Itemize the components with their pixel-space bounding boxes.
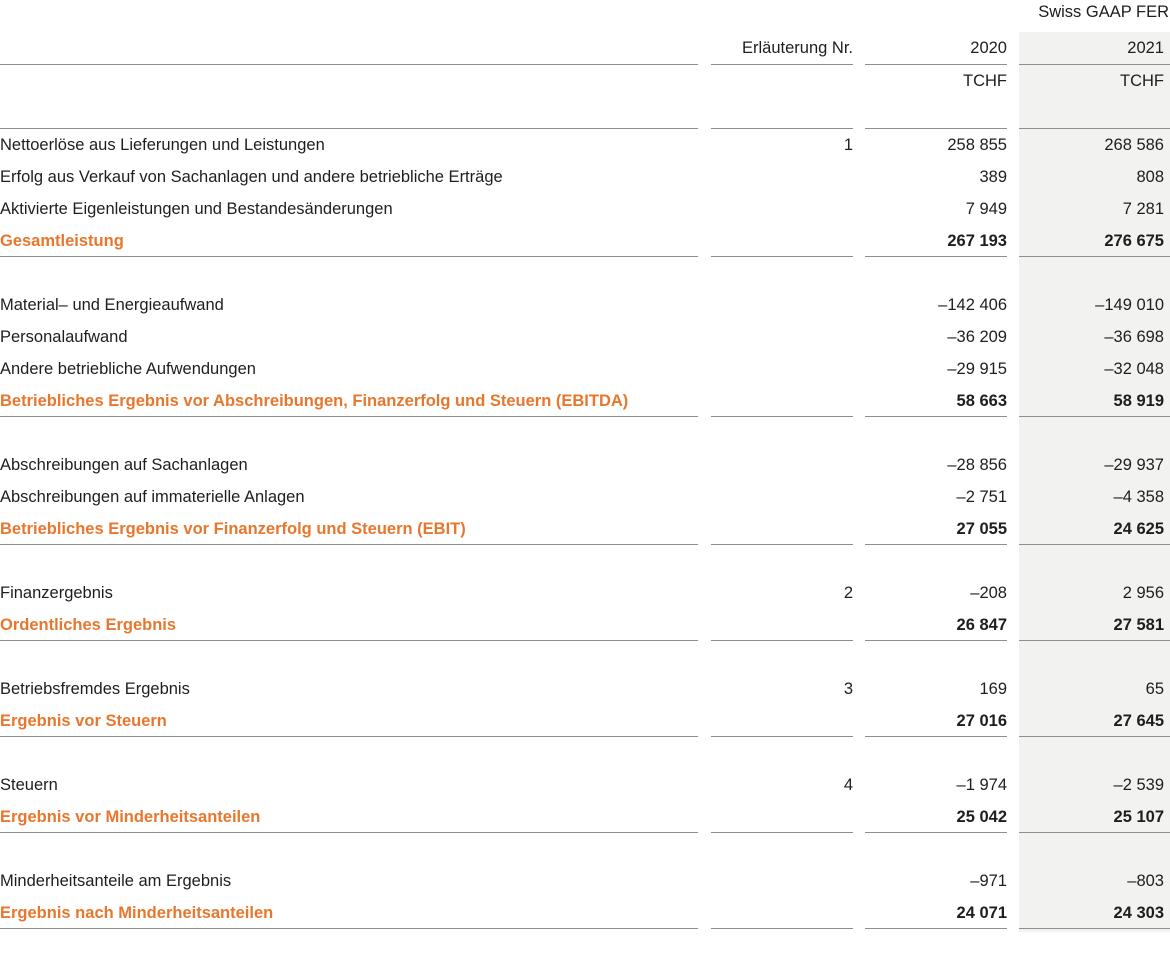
row-value-2021: 2 956 — [1122, 584, 1164, 602]
row-value-2021: 27 581 — [1019, 609, 1170, 641]
row-note — [711, 705, 853, 737]
row-value-2020: –142 406 — [938, 296, 1007, 314]
row-value-2020: 258 855 — [947, 136, 1007, 154]
row-note — [711, 321, 853, 353]
row-value-2021: –29 937 — [1104, 456, 1164, 474]
row-value-2020: 27 055 — [865, 513, 1007, 545]
row-value-2021: –2 539 — [1113, 776, 1164, 794]
table-row-total — [0, 385, 1170, 417]
header-row-years — [0, 32, 1170, 65]
row-value-2021: 276 675 — [1019, 225, 1170, 257]
row-note — [711, 481, 853, 513]
row-label: Minderheitsanteile am Ergebnis — [0, 872, 232, 890]
row-value-2020: 24 071 — [865, 897, 1007, 929]
row-note — [711, 897, 853, 929]
row-value-2020: –29 915 — [947, 360, 1007, 378]
row-value-2021: 24 625 — [1019, 513, 1170, 545]
table-row-total — [0, 705, 1170, 737]
row-note — [711, 833, 853, 897]
row-label: Abschreibungen auf immaterielle Anlagen — [0, 488, 305, 506]
table-row-total — [0, 225, 1170, 257]
row-value-2020: –2 751 — [956, 488, 1007, 506]
row-note — [711, 353, 853, 385]
unit-2020: TCHF — [865, 65, 1007, 129]
row-note — [711, 801, 853, 833]
row-value-2021: –32 048 — [1104, 360, 1164, 378]
row-label: Aktivierte Eigenleistungen und Bestandesänderungen — [0, 200, 393, 218]
row-value-2021: 7 281 — [1122, 200, 1164, 218]
row-label: Nettoerlöse aus Lieferungen und Leistungen — [0, 136, 325, 154]
row-value-2021: –4 358 — [1113, 488, 1164, 506]
table-row — [0, 161, 1170, 193]
table-row — [0, 321, 1170, 353]
row-label: Ergebnis vor Minderheitsanteilen — [0, 801, 698, 833]
row-value-2021: –149 010 — [1095, 296, 1164, 314]
table-row-total — [0, 513, 1170, 545]
table-row-total — [0, 609, 1170, 641]
row-note — [711, 225, 853, 257]
row-note: 4 — [843, 776, 853, 794]
table-row — [0, 833, 1170, 897]
unit-2021: TCHF — [1019, 65, 1170, 129]
row-value-2020: –1 974 — [956, 776, 1007, 794]
table-row — [0, 417, 1170, 481]
row-value-2021: 808 — [1136, 168, 1164, 186]
row-note — [711, 385, 853, 417]
row-note — [711, 257, 853, 321]
row-value-2021: 24 303 — [1019, 897, 1170, 929]
row-label: Ergebnis nach Minderheitsanteilen — [0, 897, 698, 929]
row-note: 1 — [843, 136, 853, 154]
row-value-2020: 169 — [979, 680, 1007, 698]
row-label: Finanzergebnis — [0, 584, 113, 602]
row-label: Betriebliches Ergebnis vor Abschreibungen, Finanzerfolg und Steuern (EBITDA) — [0, 385, 698, 417]
note-column-header: Erläuterung Nr. — [711, 32, 853, 65]
table-row — [0, 481, 1170, 513]
row-value-2021: 65 — [1145, 680, 1164, 698]
table-row — [0, 129, 1170, 161]
row-note: 2 — [843, 584, 853, 602]
table-row — [0, 353, 1170, 385]
income-statement-table — [0, 32, 1170, 929]
row-value-2021: –803 — [1127, 872, 1164, 890]
row-value-2020: –36 209 — [947, 328, 1007, 346]
row-label: Betriebliches Ergebnis vor Finanzerfolg und Steuern (EBIT) — [0, 513, 698, 545]
row-value-2020: 389 — [979, 168, 1007, 186]
table-row — [0, 257, 1170, 321]
row-label: Ordentliches Ergebnis — [0, 609, 698, 641]
year-2020-header: 2020 — [865, 32, 1007, 65]
year-2021-header: 2021 — [1019, 32, 1170, 65]
row-label: Betriebsfremdes Ergebnis — [0, 680, 190, 698]
header-row-units — [0, 65, 1170, 129]
row-value-2020: –971 — [970, 872, 1007, 890]
table-row-total — [0, 801, 1170, 833]
table-row — [0, 737, 1170, 801]
row-note — [711, 513, 853, 545]
row-label: Material– und Energieaufwand — [0, 296, 224, 314]
units-note-cell — [711, 65, 853, 129]
row-value-2020: –208 — [970, 584, 1007, 602]
accounting-standard-label: Swiss GAAP FER — [1038, 3, 1169, 21]
row-value-2020: 7 949 — [965, 200, 1007, 218]
row-value-2021: 58 919 — [1019, 385, 1170, 417]
row-value-2020: 26 847 — [865, 609, 1007, 641]
row-value-2021: 268 586 — [1104, 136, 1164, 154]
row-value-2020: 267 193 — [865, 225, 1007, 257]
row-value-2020: 58 663 — [865, 385, 1007, 417]
row-value-2021: –36 698 — [1104, 328, 1164, 346]
row-note: 3 — [843, 680, 853, 698]
row-value-2020: 25 042 — [865, 801, 1007, 833]
row-value-2020: 27 016 — [865, 705, 1007, 737]
row-label: Ergebnis vor Steuern — [0, 705, 698, 737]
row-label: Gesamtleistung — [0, 225, 698, 257]
row-label: Erfolg aus Verkauf von Sachanlagen und andere betriebliche Erträge — [0, 168, 503, 186]
row-value-2021: 25 107 — [1019, 801, 1170, 833]
row-label: Personalaufwand — [0, 328, 128, 346]
table-row — [0, 545, 1170, 609]
row-note — [711, 417, 853, 481]
table-row-total — [0, 897, 1170, 929]
row-label: Andere betriebliche Aufwendungen — [0, 360, 256, 378]
table-row — [0, 193, 1170, 225]
row-label: Abschreibungen auf Sachanlagen — [0, 456, 248, 474]
row-note — [711, 193, 853, 225]
row-note — [711, 609, 853, 641]
units-label-cell — [0, 65, 698, 129]
row-label: Steuern — [0, 776, 58, 794]
row-note — [711, 161, 853, 193]
header-label-cell — [0, 32, 698, 65]
table-row — [0, 641, 1170, 705]
row-value-2020: –28 856 — [947, 456, 1007, 474]
row-value-2021: 27 645 — [1019, 705, 1170, 737]
